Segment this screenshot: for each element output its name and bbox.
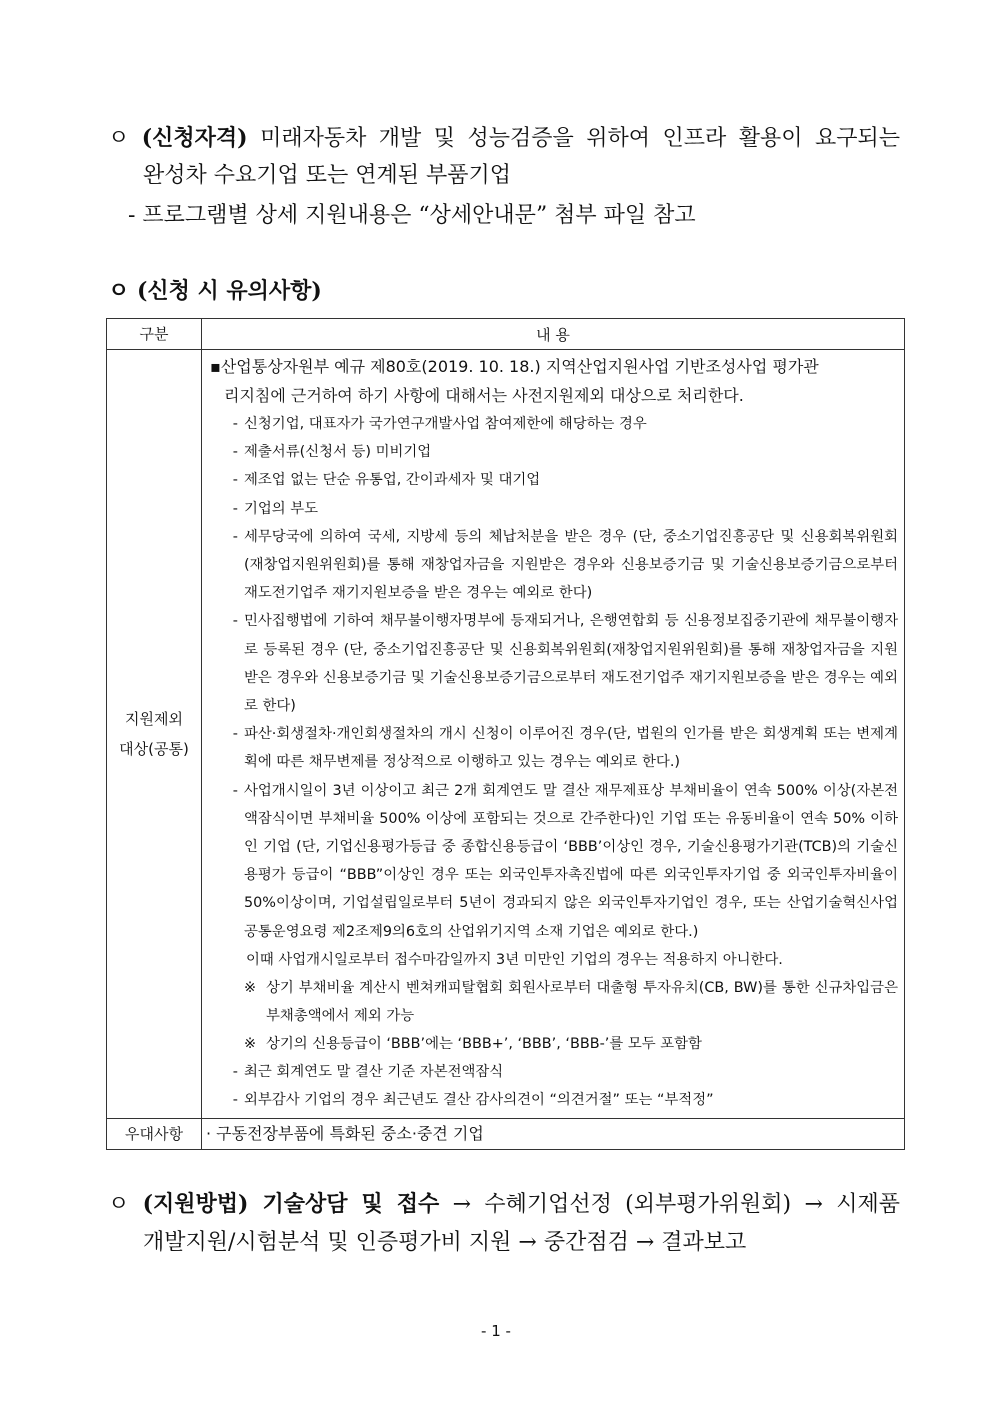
eligibility-label: (신청자격) <box>141 125 248 151</box>
eligibility-line-1 <box>108 121 900 152</box>
preferences-text: · 구동전장부품에 특화된 중소·중견 기업 <box>206 1124 484 1144</box>
row-label-line-2: 대상(공통) <box>119 740 189 759</box>
list-item: - 민사집행법에 기하여 채무불이행자명부에 등재되거나, 은행연합회 등 신용정보집중기관에 채무불이행자로 등록된 경우 (단, 중소기업진흥공단 및 신용회복위원회(재창업지원위원회)를 통해 재창업자금을 지원받은 경우와 신용보증기금 및 기술신용보증기금으로부터 재도전기업주 재기지원보증을 받은 경우는 예외로 한다) <box>232 613 898 715</box>
eligibility-line-3: - 프로그램별 상세 지원내용은 “상세안내문” 첨부 파일 참고 <box>128 203 696 228</box>
support-method-text-1: → 수혜기업선정 (외부평가위원회) → 시제품 <box>452 1192 900 1217</box>
table-header-row <box>107 319 905 350</box>
list-item: - 기업의 부도 <box>232 500 319 517</box>
support-method-line-1 <box>108 1187 900 1218</box>
intro-line-1: ▪산업통상자원부 예규 제80호(2019. 10. 18.) 지역산업지원사업 기반조성사업 평가관 <box>210 357 819 376</box>
bullet-circle: ㅇ <box>108 1192 130 1217</box>
intro-line-2: 리지침에 근거하여 하기 사항에 대해서는 사전지원제외 대상으로 처리한다. <box>224 386 744 405</box>
row-label-line-1: 지원제외 <box>125 710 183 729</box>
header-content: 내 용 <box>202 319 905 350</box>
page-number: - 1 - <box>481 1322 511 1340</box>
bullet-circle: ㅇ <box>108 278 130 304</box>
eligibility-text-1: 미래자동차 개발 및 성능검증을 위하여 인프라 활용이 요구되는 <box>260 126 900 151</box>
list-item: - 최근 회계연도 말 결산 기준 자본전액잠식 <box>232 1064 504 1081</box>
cautions-heading <box>108 274 322 305</box>
cautions-table <box>106 318 905 1150</box>
list-item: - 파산·회생절차·개인회생절차의 개시 신청이 이루어진 경우(단, 법원의 인가를 받은 회생계획 또는 변제계획에 따른 채무변제를 정상적으로 이행하고 있는 경우는 예외로 한다.) <box>232 726 898 771</box>
list-item: - 사업개시일이 3년 이상이고 최근 2개 회계연도 말 결산 재무제표상 부채비율이 연속 500% 이상(자본전액잠식이면 부채비율 500% 이상에 포함되는 것으로 간주한다)인 기업 또는 유동비율이 연속 50% 이하인 기업 (단, 기업신용평가등급 중 종합신용등급이 ‘BBB’이상인 경우, 기술신용평가기관(TCB)의 기술신용평가 등급이 “BBB”이상인 경우 또는 외국인투자촉진법에 따른 외국인투자기업 중 외국인투자비율이 50%이상이며, 기업설립일로부터 5년이 경과되지 않은 외국인투자기업인 경우, 또는 산업기술혁신사업 공통운영요령 제2조제9의6호의 산업위기지역 소재 기업은 예외로 한다.) <box>232 782 898 940</box>
bullet-circle: ㅇ <box>108 126 130 151</box>
list-item: - 신청기업, 대표자가 국가연구개발사업 참여제한에 해당하는 경우 <box>232 416 647 432</box>
reference-note: ※ 상기 부채비율 계산시 벤쳐캐피탈협회 회원사로부터 대출형 투자유치(CB, BW)를 통한 신규차입금은 부채총액에서 제외 가능 <box>244 980 898 1025</box>
table-row-preferences <box>107 1119 905 1150</box>
item-note: 이때 사업개시일로부터 접수마감일까지 3년 미만인 기업의 경우는 적용하지 아니한다. <box>246 951 783 968</box>
eligibility-line-2: 완성차 수요기업 또는 연계된 부품기업 <box>143 163 512 188</box>
header-category: 구분 <box>107 319 202 350</box>
support-method-label: (지원방법) 기술상담 및 접수 <box>142 1191 440 1217</box>
table-row-exclusions <box>107 350 905 1119</box>
preferences-content <box>202 1119 905 1150</box>
list-item: - 외부감사 기업의 경우 최근년도 결산 감사의견이 “의견거절” 또는 “부적정” <box>232 1092 714 1109</box>
row-label-preferences: 우대사항 <box>107 1119 202 1150</box>
list-item: - 제조업 없는 단순 유통업, 간이과세자 및 대기업 <box>232 472 541 489</box>
list-item: - 제출서류(신청서 등) 미비기업 <box>232 444 432 461</box>
reference-note: ※ 상기의 신용등급이 ‘BBB’에는 ‘BBB+’, ‘BBB’, ‘BBB-’를 모두 포함함 <box>244 1036 702 1053</box>
list-item: - 세무당국에 의하여 국세, 지방세 등의 체납처분을 받은 경우 (단, 중소기업진흥공단 및 신용회복위원회(재창업지원위원회)를 통해 재창업자금을 지원받은 경우와 신용보증기금 및 기술신용보증기금으로부터 재도전기업주 재기지원보증을 받은 경우는 예외로 한다) <box>232 528 898 602</box>
cautions-title: (신청 시 유의사항) <box>136 278 322 304</box>
exclusions-intro <box>210 352 898 410</box>
exclusions-content <box>202 350 905 1119</box>
row-label-exclusions <box>107 350 202 1119</box>
support-method-line-2: 개발지원/시험분석 및 인증평가비 지원 → 중간점검 → 결과보고 <box>143 1230 747 1255</box>
